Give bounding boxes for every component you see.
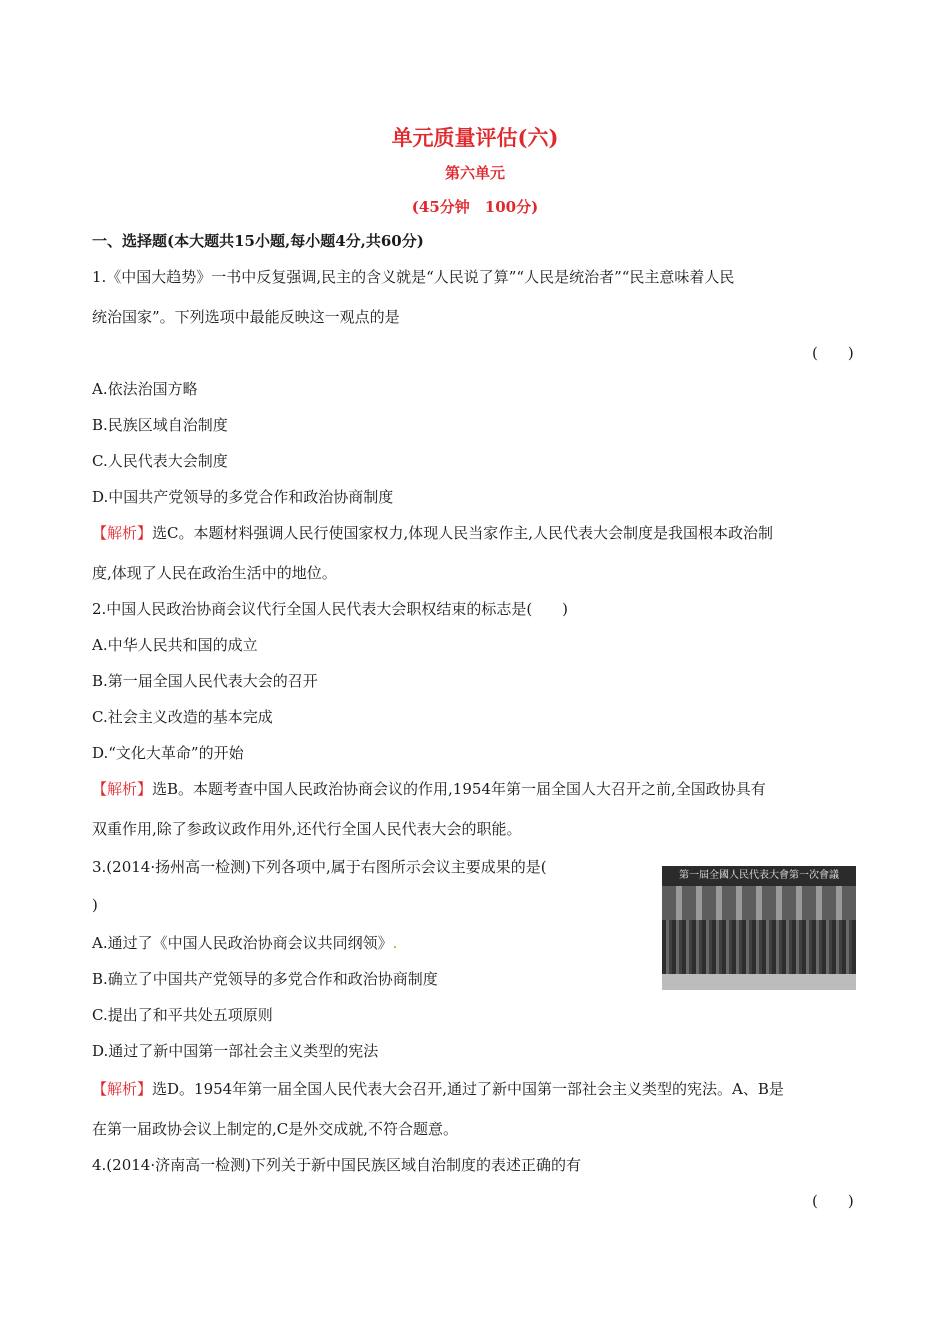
q3-option-b: B.确立了中国共产党领导的多党合作和政治协商制度 bbox=[92, 970, 438, 988]
q4-stem-line1: 4.(2014·济南高一检测)下列关于新中国民族区域自治制度的表述正确的有 bbox=[92, 1156, 581, 1174]
time-score-info: (45分钟 100分) bbox=[411, 198, 539, 216]
q3-option-c: C.提出了和平共处五项原则 bbox=[92, 1006, 273, 1024]
q3-option-a: A.通过了《中国人民政治协商会议共同纲领》. bbox=[92, 934, 398, 952]
q2-stem-line1: 2.中国人民政治协商会议代行全国人民代表大会职权结束的标志是( ) bbox=[92, 600, 569, 618]
marker-dot: . bbox=[392, 934, 398, 952]
section-heading: 一、选择题(本大题共15小题,每小题4分,共60分) bbox=[92, 232, 424, 250]
q3-analysis-line2: 在第一届政协会议上制定的,C是外交成就,不符合题意。 bbox=[92, 1120, 459, 1138]
photo-banner: 第一屆全國人民代表大會第一次會議 bbox=[662, 866, 856, 886]
q3-stem-line1: 3.(2014·扬州高一检测)下列各项中,属于右图所示会议主要成果的是( bbox=[92, 858, 547, 876]
unit-subtitle: 第六单元 bbox=[444, 164, 505, 182]
page-title: 单元质量评估(六) bbox=[391, 125, 559, 150]
q2-analysis-line2: 双重作用,除了参政议政作用外,还代行全国人民代表大会的职能。 bbox=[92, 820, 522, 838]
q1-analysis-line2: 度,体现了人民在政治生活中的地位。 bbox=[92, 564, 337, 582]
q3-option-d: D.通过了新中国第一部社会主义类型的宪法 bbox=[92, 1042, 379, 1060]
analysis-tag: 【解析】 bbox=[92, 524, 153, 542]
q1-option-c: C.人民代表大会制度 bbox=[92, 452, 228, 470]
q1-stem-line1: 1.《中国大趋势》一书中反复强调,民主的含义就是“人民说了算”“人民是统治者”“民主意味着人民 bbox=[92, 268, 735, 286]
q3-stem-line2: ) bbox=[92, 896, 98, 914]
analysis-tag: 【解析】 bbox=[92, 780, 153, 798]
photo-building bbox=[662, 886, 856, 920]
analysis-tag: 【解析】 bbox=[92, 1080, 153, 1098]
q2-option-a: A.中华人民共和国的成立 bbox=[92, 636, 258, 654]
q1-answer-blank: ( ) bbox=[812, 344, 854, 362]
q1-stem-line2: 统治国家”。下列选项中最能反映这一观点的是 bbox=[92, 308, 400, 326]
congress-photo bbox=[662, 866, 856, 990]
q2-option-c: C.社会主义改造的基本完成 bbox=[92, 708, 273, 726]
q1-option-d: D.中国共产党领导的多党合作和政治协商制度 bbox=[92, 488, 394, 506]
q2-analysis-line1: 【解析】选B。本题考查中国人民政治协商会议的作用,1954年第一届全国人大召开之前,全国政协具有 bbox=[92, 780, 766, 798]
q1-option-a: A.依法治国方略 bbox=[92, 380, 198, 398]
q3-analysis-line1: 【解析】选D。1954年第一届全国人民代表大会召开,通过了新中国第一部社会主义类型的宪法。A、B是 bbox=[92, 1080, 784, 1098]
q1-analysis-line1: 【解析】选C。本题材料强调人民行使国家权力,体现人民当家作主,人民代表大会制度是我国根本政治制 bbox=[92, 524, 774, 542]
photo-crowd bbox=[662, 920, 856, 974]
q4-answer-blank: ( ) bbox=[812, 1192, 854, 1210]
q2-option-d: D.“文化大革命”的开始 bbox=[92, 744, 244, 762]
q2-option-b: B.第一届全国人民代表大会的召开 bbox=[92, 672, 318, 690]
photo-ground bbox=[662, 974, 856, 990]
q1-option-b: B.民族区域自治制度 bbox=[92, 416, 228, 434]
